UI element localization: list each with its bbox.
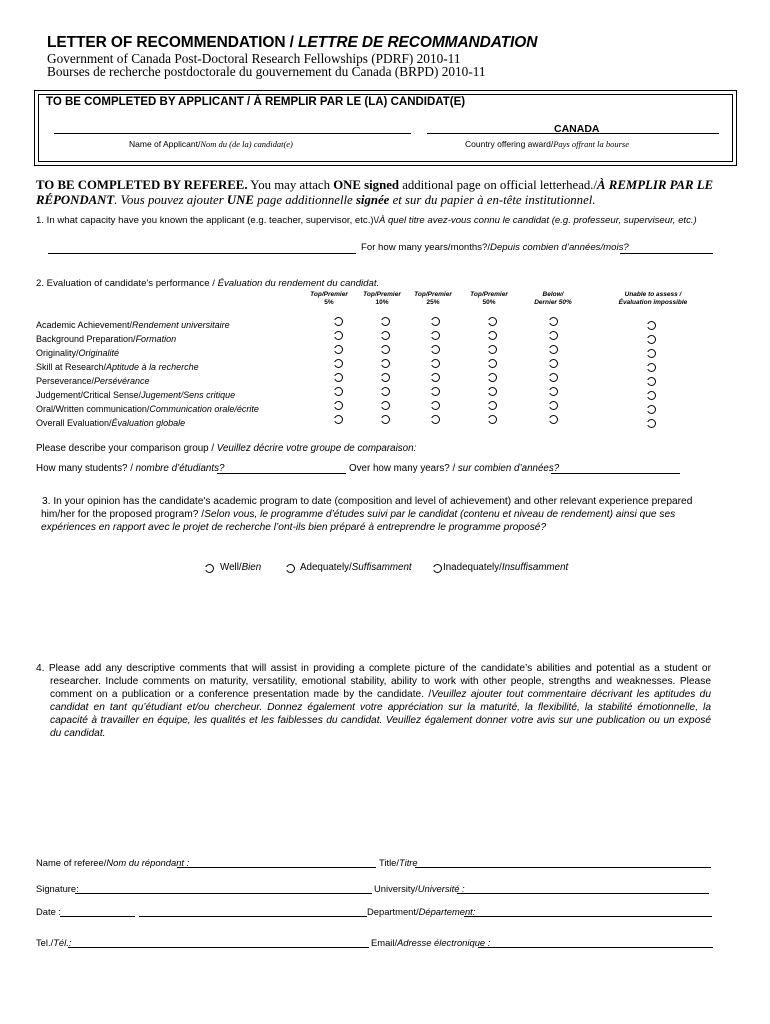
years-months-field[interactable]: [620, 253, 713, 254]
department-field[interactable]: [464, 916, 712, 917]
rating-radio[interactable]: [334, 359, 343, 368]
department-label: Department/Département:: [367, 906, 476, 917]
rating-radio[interactable]: [488, 317, 497, 326]
students-field[interactable]: [217, 473, 346, 474]
rating-radio[interactable]: [431, 317, 440, 326]
years-label: Over how many years? / sur combien d’années?: [349, 463, 560, 474]
rating-radio[interactable]: [334, 415, 343, 424]
comparison-group-label: Please describe your comparison group / Veuillez décrire votre groupe de comparaison:: [36, 443, 417, 454]
date-label: Date :: [36, 906, 62, 917]
column-header: Top/Premier 25%: [414, 291, 452, 306]
question-3: 3. In your opinion has the candidate's academic program to date (composition and level of achievement) and other relevant experience prepared him/her for the proposed program? /Selon vous, le programme d’études suivi par le candidat (contenu et niveau de rendement) ainsi que ses expériences en rapport avec le projet de recherche l’ont-ils bien préparé à entreprendre le programme proposé?: [41, 496, 693, 533]
rating-radio[interactable]: [647, 335, 656, 344]
rating-radio[interactable]: [431, 345, 440, 354]
rating-radio[interactable]: [381, 373, 390, 382]
rating-radio[interactable]: [334, 387, 343, 396]
rating-radio[interactable]: [549, 359, 558, 368]
signature-label: Signature:: [36, 883, 79, 894]
students-label: How many students? / nombre d’étudiants?: [36, 463, 225, 474]
rating-radio[interactable]: [647, 363, 656, 372]
well-label: Well/Bien: [220, 562, 262, 573]
email-label: Email/Adresse électronique :: [371, 937, 491, 948]
rating-radio[interactable]: [381, 387, 390, 396]
university-field[interactable]: [457, 893, 709, 894]
rating-row-label: Originality/Originalité: [36, 348, 120, 358]
rating-radio[interactable]: [549, 401, 558, 410]
rating-radio[interactable]: [549, 345, 558, 354]
telephone-field[interactable]: [68, 947, 369, 948]
form-title-en: LETTER OF RECOMMENDATION /: [47, 34, 299, 51]
years-months-label: For how many years/months?/Depuis combien d’années/mois?: [361, 242, 629, 253]
inadequately-radio[interactable]: [433, 564, 442, 573]
rating-radio[interactable]: [549, 331, 558, 340]
rating-radio[interactable]: [488, 345, 497, 354]
rating-row-label: Academic Achievement/Rendement universitaire: [36, 320, 230, 330]
form-title-fr: LETTRE DE RECOMMANDATION: [298, 34, 538, 51]
rating-radio[interactable]: [488, 387, 497, 396]
applicant-heading: TO BE COMPLETED BY APPLICANT / À REMPLIR PAR LE (LA) CANDIDAT(E): [46, 96, 466, 108]
column-header: Unable to assess / Évaluation impossible: [618, 291, 688, 306]
signature-field[interactable]: [75, 893, 372, 894]
program-line-en: Government of Canada Post-Doctoral Research Fellowships (PDRF) 2010-11: [47, 51, 461, 66]
rating-row-label: Skill at Research/Aptitude à la recherche: [36, 362, 199, 372]
rating-radio[interactable]: [431, 359, 440, 368]
rating-radio[interactable]: [334, 331, 343, 340]
years-field[interactable]: [551, 473, 680, 474]
comments-area[interactable]: [36, 735, 716, 845]
rating-row-label: Background Preparation/Formation: [36, 334, 177, 344]
rating-radio[interactable]: [647, 419, 656, 428]
rating-row-label: Overall Evaluation/Évaluation globale: [36, 418, 186, 428]
rating-radio[interactable]: [488, 401, 497, 410]
rating-radio[interactable]: [488, 331, 497, 340]
email-field[interactable]: [478, 947, 713, 948]
rating-radio[interactable]: [381, 415, 390, 424]
country-value: CANADA: [554, 123, 600, 135]
rating-radio[interactable]: [381, 359, 390, 368]
rating-radio[interactable]: [431, 387, 440, 396]
capacity-field[interactable]: [48, 253, 356, 254]
rating-radio[interactable]: [334, 401, 343, 410]
rating-radio[interactable]: [549, 415, 558, 424]
rating-radio[interactable]: [647, 349, 656, 358]
university-label: University/Université :: [374, 883, 465, 894]
referee-title-label: Title/Titre: [379, 857, 418, 868]
referee-heading-fr: RÉPONDANT. Vous pouvez ajouter UNE page additionnelle signée et sur du papier à en-tête institutionnel.: [36, 193, 596, 207]
column-header: Top/Premier 10%: [363, 291, 401, 306]
rating-radio[interactable]: [381, 401, 390, 410]
rating-row-label: Judgement/Critical Sense/Jugement/Sens critique: [36, 390, 236, 400]
applicant-name-label: Name of Applicant/Nom du (de la) candidat(e): [129, 139, 293, 149]
referee-name-label: Name of referee/Nom du répondant :: [36, 857, 190, 868]
referee-name-field[interactable]: [177, 867, 376, 868]
date-field-1[interactable]: [60, 916, 135, 917]
question-1: 1. In what capacity have you known the applicant (e.g. teacher, supervisor, etc.)\/À quel titre avez-vous connu le candidat (e.g. professeur, superviseur, etc.): [36, 215, 697, 226]
inadequately-label: Inadequately/Insuffisamment: [443, 562, 569, 573]
rating-radio[interactable]: [381, 317, 390, 326]
question-4: 4. Please add any descriptive comments that will assist in providing a complete picture of the candidate’s abilities and potential as a student or researcher. Include comments on maturity, versatility, emotional stability, ability to work with other people, strengths and weaknesses. Please comment on a publication or a conference presentation made by the candidate. /Veuillez ajouter tout commentaire décrivant les aptitudes du candidat en tant qu’étudiant et/ou chercheur. Donnez également votre appréciation sur la maturité, la flexibilité, la stabilité émotionnelle, la capacité à travailler en équipe, les qualités et les faiblesses du candidat. Veuillez également donner votre avis sur une publication ou un exposé du candidat.: [36, 663, 711, 739]
rating-radio[interactable]: [431, 401, 440, 410]
rating-radio[interactable]: [488, 415, 497, 424]
rating-radio[interactable]: [647, 377, 656, 386]
referee-heading: TO BE COMPLETED BY REFEREE. You may attach ONE signed additional page on official letterhead./À REMPLIR PAR LE: [36, 178, 714, 192]
telephone-label: Tel./Tél.:: [36, 937, 72, 948]
rating-radio[interactable]: [647, 321, 656, 330]
referee-title-field[interactable]: [415, 867, 711, 868]
rating-radio[interactable]: [334, 317, 343, 326]
rating-radio[interactable]: [549, 373, 558, 382]
country-label: Country offering award/Pays offrant la bourse: [465, 139, 629, 149]
column-header: Top/Premier 50%: [470, 291, 508, 306]
rating-radio[interactable]: [647, 405, 656, 414]
column-header: Top/Premier 5%: [310, 291, 348, 306]
rating-radio[interactable]: [431, 415, 440, 424]
rating-radio[interactable]: [549, 387, 558, 396]
rating-row-label: Perseverance/Persévérance: [36, 376, 150, 386]
form-title: [47, 34, 537, 52]
adequately-label: Adequately/Suffisamment: [300, 562, 412, 573]
date-field-2[interactable]: [139, 916, 367, 917]
rating-radio[interactable]: [431, 373, 440, 382]
rating-radio[interactable]: [334, 345, 343, 354]
column-header: Below/ Dernier 50%: [534, 291, 572, 306]
rating-radio[interactable]: [431, 331, 440, 340]
rating-radio[interactable]: [334, 373, 343, 382]
rating-radio[interactable]: [549, 317, 558, 326]
rating-radio[interactable]: [381, 345, 390, 354]
rating-radio[interactable]: [647, 391, 656, 400]
program-line-fr: Bourses de recherche postdoctorale du gouvernement du Canada (BRPD) 2010-11: [47, 64, 486, 79]
rating-radio[interactable]: [381, 331, 390, 340]
applicant-name-field[interactable]: [54, 133, 411, 134]
adequately-radio[interactable]: [286, 564, 295, 573]
rating-row-label: Oral/Written communication/Communication orale/écrite: [36, 404, 259, 414]
rating-radio[interactable]: [488, 373, 497, 382]
rating-radio[interactable]: [488, 359, 497, 368]
question-2: 2. Evaluation of candidate's performance / Évaluation du rendement du candidat.: [36, 278, 380, 289]
well-radio[interactable]: [205, 564, 214, 573]
